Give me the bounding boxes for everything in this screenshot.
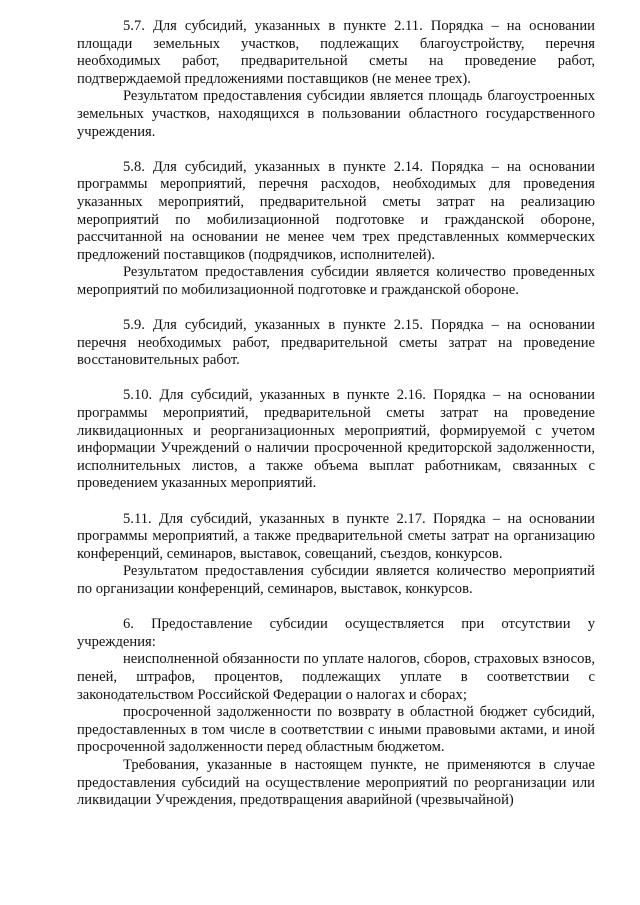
- paragraph-5-11: 5.11. Для субсидий, указанных в пункте 2.17. Порядка – на основании программы мероприятий, а также предварительной сметы затрат на организацию конференций, семинаров, выставок, совещаний, съездов, конкурсов.: [77, 510, 595, 562]
- paragraph-5-11-result: Результатом предоставления субсидии является количество мероприятий по организации конференций, семинаров, выставок, конкурсов.: [77, 563, 595, 597]
- document-page: [77, 18, 595, 810]
- paragraph-5-8: 5.8. Для субсидий, указанных в пункте 2.14. Порядка – на основании программы мероприятий, перечня расходов, необходимых для проведения указанных мероприятий, предварительной сметы затрат на реализацию мероприятий по мобилизационной подготовке и гражданской обороне, рассчитанной на основании не менее чем трех представленных коммерческих предложений поставщиков (подрядчиков, исполнителей).: [77, 158, 595, 263]
- paragraph-6: 6. Предоставление субсидии осуществляется при отсутствии у учреждения:: [77, 616, 595, 650]
- paragraph-5-8-result: Результатом предоставления субсидии является количество проведенных мероприятий по мобилизационной подготовке и гражданской обороне.: [77, 264, 595, 298]
- paragraph-6-requirements: Требования, указанные в настоящем пункте, не применяются в случае предоставления субсидий на осуществление мероприятий по реорганизации или ликвидации Учреждения, предотвращения аварийной (чрезвычайной): [77, 756, 595, 809]
- paragraph-5-10: 5.10. Для субсидий, указанных в пункте 2.16. Порядка – на основании программы мероприятий, предварительной сметы затрат на проведение ликвидационных и реорганизационных мероприятий, формируемой с учетом информации Учреждений о наличии просроченной кредиторской задолженности, исполнительных листов, а также объема выплат работникам, связанных с проведением указанных мероприятий.: [77, 387, 595, 492]
- paragraph-6-item-debt: просроченной задолженности по возврату в областной бюджет субсидий, предоставленных в том числе в соответствии с иными правовыми актами, и иной просроченной задолженности перед областным бюджетом.: [77, 704, 595, 756]
- paragraph-6-item-taxes: неисполненной обязанности по уплате налогов, сборов, страховых взносов, пеней, штрафов, процентов, подлежащих уплате в соответствии с законодательством Российской Федерации о налогах и сборах;: [77, 651, 595, 703]
- paragraph-5-7: 5.7. Для субсидий, указанных в пункте 2.11. Порядка – на основании площади земельных участков, подлежащих благоустройству, перечня необходимых работ, предварительной сметы на проведение работ, подтверждаемой предложениями поставщиков (не менее трех).: [77, 18, 595, 87]
- paragraph-5-9: 5.9. Для субсидий, указанных в пункте 2.15. Порядка – на основании перечня необходимых работ, предварительной сметы затрат на проведение восстановительных работ.: [77, 317, 595, 369]
- paragraph-5-7-result: Результатом предоставления субсидии является площадь благоустроенных земельных участков, находящихся в пользовании областного государственного учреждения.: [77, 88, 595, 140]
